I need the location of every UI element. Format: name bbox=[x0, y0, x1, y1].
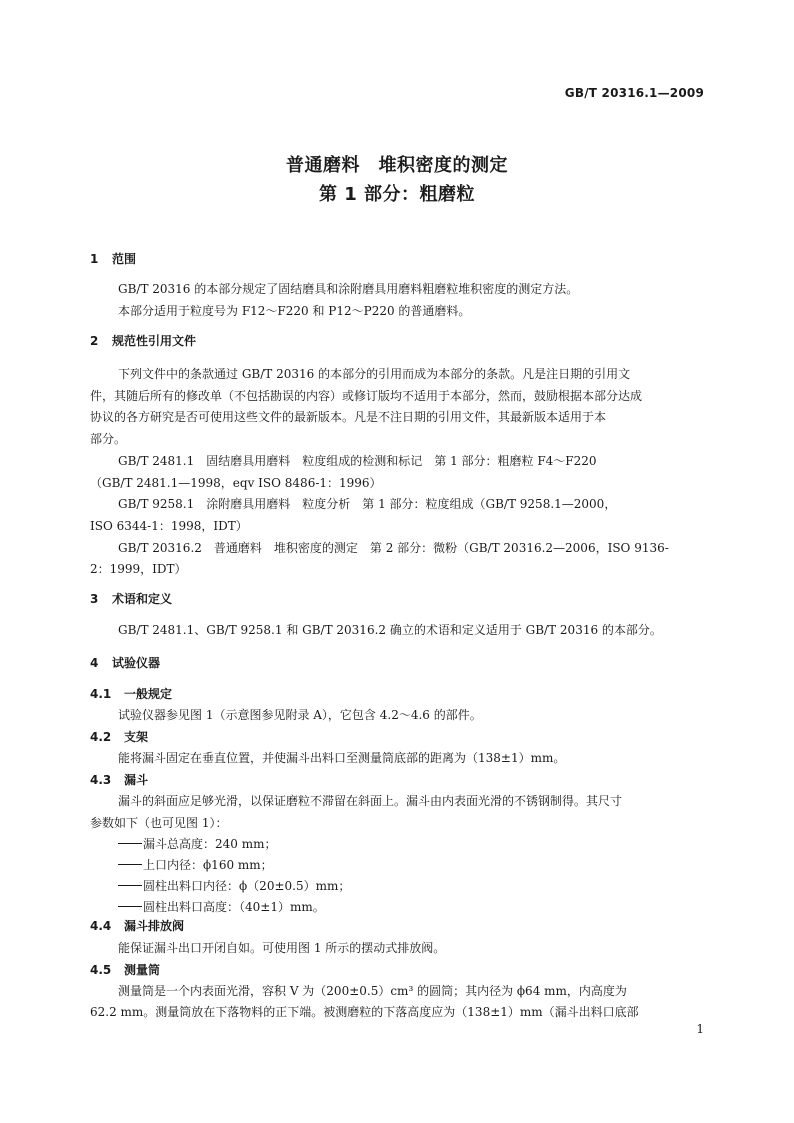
subsection-heading-4-4 bbox=[90, 918, 704, 934]
document-title-line2: 第 1 部分：粗磨粒 bbox=[318, 184, 476, 205]
section-number: 2 bbox=[90, 334, 99, 348]
paragraph-line: 测量筒是一个内表面光滑，容积 V 为（200±0.5）cm³ 的圆筒；其内径为 ϕ64 mm，内高度为 bbox=[118, 984, 627, 998]
paragraph: 能将漏斗固定在垂直位置，并使漏斗出料口至测量筒底部的距离为（138±1）mm。 bbox=[118, 751, 566, 765]
subsection-number: 4.2 bbox=[90, 730, 112, 744]
reference-line: GB/T 2481.1 固结磨具用磨料 粒度组成的检测和标记 第 1 部分：粗磨粒 F4～F220 bbox=[118, 454, 597, 468]
subsection-title: 支架 bbox=[124, 730, 149, 744]
page-number: 1 bbox=[696, 1022, 704, 1036]
paragraph: 本部分适用于粒度号为 F12～F220 和 P12～P220 的普通磨料。 bbox=[118, 304, 471, 318]
section-heading-1 bbox=[90, 251, 704, 267]
section-number: 1 bbox=[90, 252, 99, 266]
dash-marker bbox=[118, 864, 142, 865]
list-item-text: 上口内径：ϕ160 mm； bbox=[143, 858, 273, 872]
subsection-heading-4-2 bbox=[90, 729, 704, 745]
section-heading-4 bbox=[90, 655, 704, 671]
paragraph-line: 件，其随后所有的修改单（不包括勘误的内容）或修订版均不适用于本部分，然而，鼓励根据本部分达成 bbox=[90, 389, 643, 403]
paragraph: GB/T 2481.1、GB/T 9258.1 和 GB/T 20316.2 确立的术语和定义适用于 GB/T 20316 的本部分。 bbox=[118, 623, 662, 637]
paragraph-line: 部分。 bbox=[90, 432, 127, 446]
subsection-number: 4.4 bbox=[90, 919, 112, 933]
subsection-title: 测量筒 bbox=[124, 963, 161, 977]
list-item bbox=[118, 836, 704, 852]
paragraph: GB/T 20316 的本部分规定了固结磨具和涂附磨具用磨料粗磨粒堆积密度的测定方法。 bbox=[118, 282, 579, 296]
dash-marker bbox=[118, 843, 142, 844]
reference-line: GB/T 9258.1 涂附磨具用磨料 粒度分析 第 1 部分：粒度组成（GB/T 9258.1—2000， bbox=[118, 497, 617, 511]
dash-marker bbox=[118, 885, 142, 886]
subsection-heading-4-5 bbox=[90, 962, 704, 978]
paragraph-line: 参数如下（也可见图 1）： bbox=[90, 816, 228, 830]
paragraph: 试验仪器参见图 1（示意图参见附录 A），它包含 4.2～4.6 的部件。 bbox=[118, 708, 482, 722]
subsection-title: 漏斗 bbox=[124, 773, 149, 787]
list-item bbox=[118, 899, 704, 915]
list-item-text: 圆柱出料口内径：ϕ（20±0.5）mm； bbox=[143, 879, 351, 893]
section-heading-3 bbox=[90, 591, 704, 607]
section-heading-2 bbox=[90, 333, 704, 349]
dash-marker bbox=[118, 906, 142, 907]
subsection-heading-4-3 bbox=[90, 772, 704, 788]
section-title: 术语和定义 bbox=[112, 592, 173, 606]
standard-number: GB/T 20316.1—2009 bbox=[564, 86, 704, 100]
subsection-heading-4-1 bbox=[90, 686, 704, 702]
list-item-text: 漏斗总高度：240 mm； bbox=[143, 837, 277, 851]
subsection-number: 4.5 bbox=[90, 963, 112, 977]
paragraph-line: 下列文件中的条款通过 GB/T 20316 的本部分的引用而成为本部分的条款。凡是注日期的引用文 bbox=[118, 367, 631, 381]
subsection-number: 4.3 bbox=[90, 773, 112, 787]
subsection-number: 4.1 bbox=[90, 687, 112, 701]
reference-line: 2：1999，IDT） bbox=[90, 562, 187, 576]
reference-line: （GB/T 2481.1—1998，eqv ISO 8486-1：1996） bbox=[90, 476, 382, 490]
list-item bbox=[118, 857, 704, 873]
section-title: 范围 bbox=[112, 252, 137, 266]
list-item-text: 圆柱出料口高度：（40±1）mm。 bbox=[143, 900, 325, 914]
paragraph-line: 漏斗的斜面应足够光滑，以保证磨粒不滞留在斜面上。漏斗由内表面光滑的不锈钢制得。其尺寸 bbox=[118, 794, 623, 808]
section-title: 规范性引用文件 bbox=[112, 334, 197, 348]
document-title-line1: 普通磨料 堆积密度的测定 bbox=[286, 155, 508, 176]
paragraph-line: 62.2 mm。测量筒放在下落物料的正下端。被测磨粒的下落高度应为（138±1）mm（漏斗出料口底部 bbox=[90, 1005, 639, 1019]
section-number: 3 bbox=[90, 592, 99, 606]
section-number: 4 bbox=[90, 656, 99, 670]
reference-line: ISO 6344-1：1998，IDT） bbox=[90, 519, 248, 533]
subsection-title: 一般规定 bbox=[124, 687, 173, 701]
list-item bbox=[118, 878, 704, 894]
subsection-title: 漏斗排放阀 bbox=[124, 919, 185, 933]
paragraph-line: 协议的各方研究是否可使用这些文件的最新版本。凡是不注日期的引用文件，其最新版本适用于本 bbox=[90, 410, 607, 424]
reference-line: GB/T 20316.2 普通磨料 堆积密度的测定 第 2 部分：微粉（GB/T 20316.2—2006，ISO 9136- bbox=[118, 541, 669, 555]
section-title: 试验仪器 bbox=[112, 656, 161, 670]
paragraph: 能保证漏斗出口开闭自如。可使用图 1 所示的摆动式排放阀。 bbox=[118, 941, 446, 955]
